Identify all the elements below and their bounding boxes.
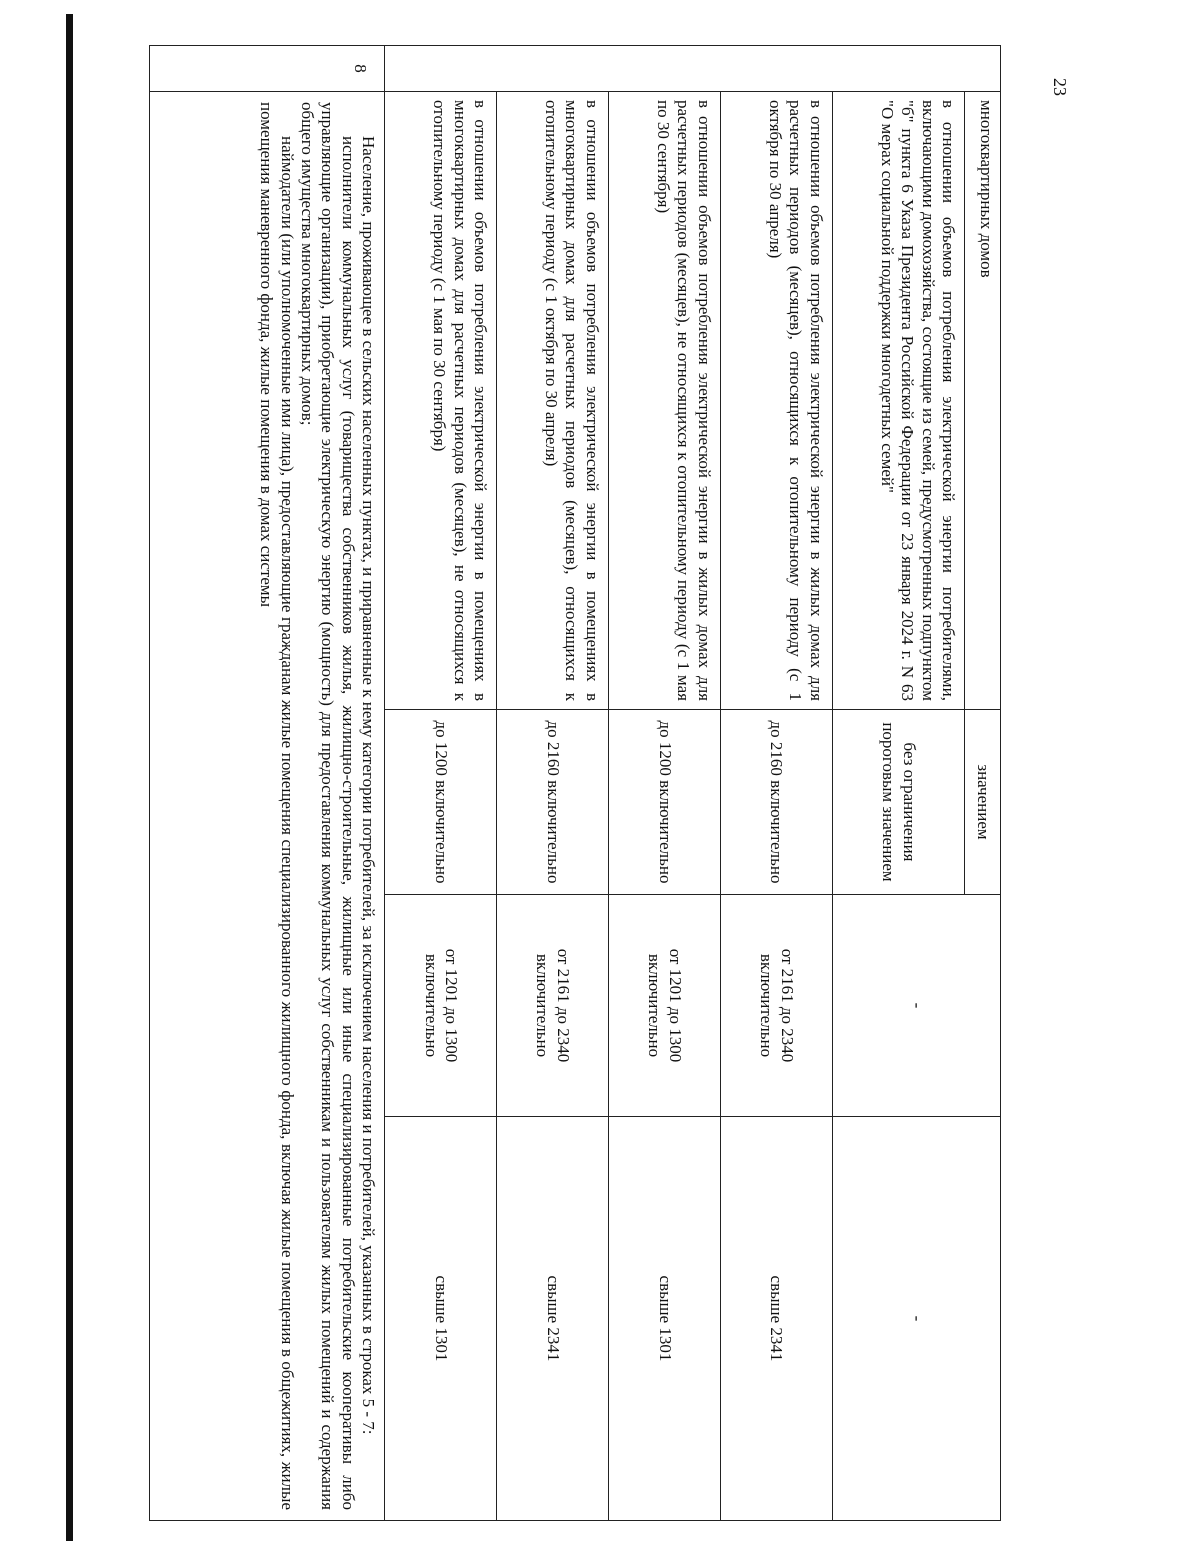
band-mid-value: от 2161 до 2340 включительно — [496, 895, 608, 1117]
band-high-value: свыше 2341 — [720, 1117, 832, 1521]
band-mid-value: от 1201 до 1300 включительно — [385, 895, 497, 1117]
band-mid-cell — [832, 895, 1000, 1117]
table-row — [385, 46, 497, 1521]
table-row — [720, 46, 832, 1521]
band-low-heading: значением — [965, 710, 1001, 895]
condition-text: в отношении объемов потребления электрической энергии в жилых домах для расчетных периодов (месяцев), не относящихся к отопительному периоду (с 1 мая по 30 сентября) — [608, 92, 720, 710]
band-high-cell — [832, 1117, 1000, 1521]
band-high-value: свыше 1301 — [608, 1117, 720, 1521]
row-8-description — [150, 92, 385, 1521]
page-number: 23 — [1050, 78, 1070, 96]
note-paragraph: наймодатели (или уполномоченные ими лица), предоставляющие гражданам жилые помещения специализированного жилищного фонда, включая жилые помещения в общежитиях, жилые помещения маневренного фонда, жилые помещения в домах системы — [257, 102, 297, 1510]
row-number: 8 — [150, 46, 385, 92]
table-row — [496, 46, 608, 1521]
band-low-value: до 2160 включительно — [496, 710, 608, 895]
band-high-value: свыше 1301 — [385, 1117, 497, 1521]
condition-heading: многоквартирных домов — [965, 92, 1001, 710]
rotated-page-content — [149, 45, 1001, 1520]
band-low-value: до 2160 включительно — [720, 710, 832, 895]
note-paragraph: Население, проживающее в сельских населенных пунктах, и приравненные к нему категории потребителей, за исключением населения и потребителей, указанных в строках 5 - 7: — [359, 136, 379, 1435]
band-mid-value: от 1201 до 1300 включительно — [608, 895, 720, 1117]
band-low-value: до 1200 включительно — [608, 710, 720, 895]
table-row-continuation — [965, 46, 1001, 1521]
band-high-value: - — [907, 1315, 927, 1322]
band-low-value: без ограничения пороговым значением — [832, 710, 964, 895]
condition-text: в отношении объемов потребления электрической энергии в жилых домах для расчетных периодов (месяцев), относящихся к отопительному периоду (с 1 октября по 30 апреля) — [720, 92, 832, 710]
table-row — [608, 46, 720, 1521]
row-number-empty — [385, 46, 1001, 92]
condition-text: в отношении объемов потребления электрической энергии в помещениях в многоквартирных домах для расчетных периодов (месяцев), относящихся к отопительному периоду (с 1 октября по 30 апреля) — [496, 92, 608, 710]
condition-text: в отношении объемов потребления электрической энергии в помещениях в многоквартирных домах для расчетных периодов (месяцев), не относящихся к отопительному периоду (с 1 мая по 30 сентября) — [385, 92, 497, 710]
band-mid-value: - — [907, 1002, 927, 1009]
tariff-table — [149, 45, 1001, 1521]
band-low-value: до 1200 включительно — [385, 710, 497, 895]
condition-text: в отношении объемов потребления электрической энергии потребителями, включающими домохозяйства, состоящие из семей, предусмотренных подпунктом "б" пункта 6 Указа Президента Российской Федерации от 23 января 2024 г. N 63 "О мерах социальной поддержки многодетных семей" — [832, 92, 964, 710]
band-high-value: свыше 2341 — [496, 1117, 608, 1521]
note-paragraph: исполнители коммунальных услуг (товарищества собственников жилья, жилищно-строительные, жилищные или иные специализированные потребительские кооперативы либо управляющие организации), приобретающие электрическую энергию (мощность) для предоставления коммунальных услуг собственникам и пользователям жилых помещений и содержания общего имущества многоквартирных домов; — [297, 102, 358, 1510]
table-row-8 — [150, 46, 385, 1521]
band-mid-value: от 2161 до 2340 включительно — [720, 895, 832, 1117]
scan-edge-bar — [66, 14, 73, 1541]
